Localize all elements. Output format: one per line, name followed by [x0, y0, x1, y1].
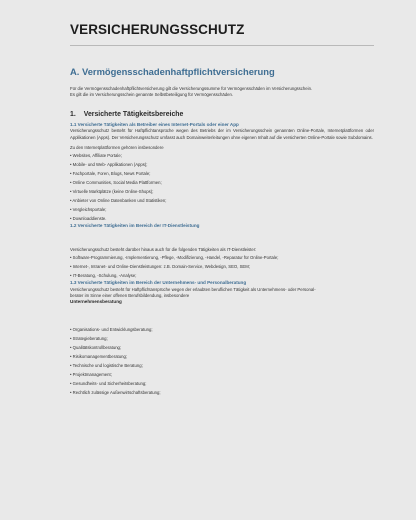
list-item: • Downloaddienste. [70, 215, 107, 221]
paragraph-1-1: Versicherungsschutz besteht für Haftpflichtansprüche wegen des Betriebs der im Versicherungsschein genannten Online-Portale, Internetplattformen oder Applikationen (Apps). Der Versicherungsschutz umfasst auch Domainweiterleitungen ohne eigenen Inhalt auf die versicherten Online-Portale sowie Subdomains. [70, 128, 374, 140]
list-item: • Technische und logistische Beratung; [70, 363, 143, 369]
list-item: • Rechtlich zulässige Außenwirtschaftsberatung; [70, 390, 161, 396]
paragraph-1-3: berater im Sinne einer offenen Berufsbildendung, insbesondere [70, 293, 190, 299]
list-item: • Fachportale, Foren, Blogs, News Portale; [70, 170, 151, 176]
list-item: • Internet-, Intranet- und Online-Dienstleistungen: z.B. Domain-Service, Webdesign, SEO, SEM; [70, 263, 250, 269]
list-item: • Websites, Affiliate Portale; [70, 152, 122, 158]
list-item: • Vergleichsportale; [70, 206, 107, 212]
subheading-1-3: 1.3 Versicherte Tätigkeiten im Bereich der Unternehmens- und Personalberatung [70, 280, 247, 286]
subheading-1-1: 1.1 Versicherte Tätigkeiten als Betreiber eines Internet-Portals oder einer App [70, 121, 239, 127]
list-intro-1-2: Versicherungsschutz besteht darüber hinaus auch für die folgenden Tätigkeiten als IT-Dienstleister: [70, 246, 257, 252]
list-item: • Strategieberatung; [70, 336, 108, 342]
list-item: • Organisations- und Entwicklungsberatung; [70, 327, 153, 333]
list-item: • IT-Beratung, -Schulung, -Analyse; [70, 272, 137, 278]
section-a-heading: A. Vermögensschadenhaftpflichtversicherung [70, 66, 275, 77]
it-services-list [70, 253, 374, 280]
list-item: • Gesundheits- und Sicherheitsberatung; [70, 381, 147, 387]
list-item: • Risikomanagementberatung; [70, 354, 128, 360]
consulting-list [70, 326, 374, 398]
paragraph-1-3: Versicherungsschutz besteht für Haftpflichtansprüche wegen der erlaubten beruflichen Tätigkeit als Unternehmens- oder Personal- [70, 286, 316, 292]
subheading-1-2: 1.2 Versicherte Tätigkeiten im Bereich der IT-Dienstleistung [70, 223, 200, 229]
list-item: • Virtuelle Marktplätze (keine Online-Shops); [70, 188, 154, 194]
title-divider [70, 45, 374, 46]
list-item: • Projektmanagement; [70, 372, 112, 378]
platform-list [70, 151, 374, 223]
heading-text: Versicherte Tätigkeitsbereiche [83, 110, 184, 118]
list-item: • Qualitätskontrollberatung; [70, 345, 122, 351]
subheading-unternehmensberatung: Unternehmensberatung [70, 299, 122, 305]
list-intro-1-1: Zu den Internetplattformen gehören insbesondere [70, 145, 164, 151]
heading-number: 1. [70, 110, 76, 118]
heading-versicherte-taetigkeitsbereiche [70, 111, 374, 118]
list-item: • Anbieter von Online Datenbanken und Statistiken; [70, 197, 167, 203]
document-title: VERSICHERUNGSSCHUTZ [70, 22, 245, 37]
intro-line: Für die Vermögensschadenhaftpflichtversicherung gilt die Versicherungssumme für Vermögensschäden im Versicherungsschein. [70, 86, 313, 91]
intro-line: Es gilt die im Versicherungsschein genannte Selbstbeteiligung für Vermögensschäden. [70, 92, 234, 98]
list-item: • Mobile- und Web- Applikationen (Apps); [70, 161, 148, 167]
list-item: • Online Communities, Social Media Plattformen; [70, 179, 162, 185]
list-item: • Software-Programmierung, -Implementierung, -Pflege, -Modifizierung, -Handel, -Reparatur für Online-Portale; [70, 254, 279, 260]
